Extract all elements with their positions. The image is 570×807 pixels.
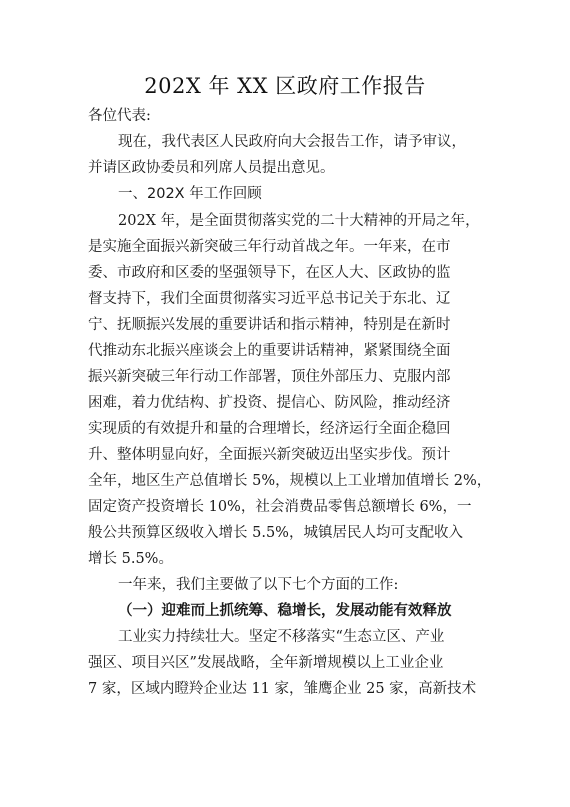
intro-line: 并请区政协委员和列席人员提出意见。 [88, 160, 335, 176]
paragraph-line: 困难，着力优结构、扩投资、提信心、防风险，推动经济 [88, 395, 451, 411]
paragraph-line: 全年，地区生产总值增长 5%，规模以上工业增加值增长 2%， [88, 473, 492, 489]
paragraph-line: 固定资产投资增长 10%，社会消费品零售总额增长 6%，一 [88, 499, 472, 515]
paragraph-line: 强区、项目兴区”发展战略，全年新增规模以上工业企业 [88, 655, 444, 671]
paragraph-line: 实现质的有效提升和量的合理增长，经济运行全面企稳回 [88, 421, 451, 437]
paragraph-line: 督支持下，我们全面贯彻落实习近平总书记关于东北、辽 [88, 291, 451, 307]
document-title: 202X 年 XX 区政府工作报告 [144, 74, 426, 98]
subsection-heading: （一）迎难而上抓统筹、稳增长，发展动能有效释放 [118, 602, 452, 619]
paragraph-line: 般公共预算区级收入增长 5.5%，城镇居民人均可支配收入 [88, 525, 463, 541]
paragraph-line: 增长 5.5%。 [88, 551, 173, 567]
section-heading: 一、202X 年工作回顾 [118, 186, 262, 202]
salutation: 各位代表: [88, 108, 151, 124]
paragraph-line: 7 家，区域内瞪羚企业达 11 家，雏鹰企业 25 家，高新技术 [88, 681, 477, 697]
paragraph-line: 是实施全面振兴新突破三年行动首战之年。一年来，在市 [88, 239, 451, 255]
paragraph-line: 宁、抚顺振兴发展的重要讲话和指示精神，特别是在新时 [88, 317, 451, 333]
paragraph-line: 202X 年，是全面贯彻落实党的二十大精神的开局之年， [118, 213, 480, 229]
paragraph-line: 委、市政府和区委的坚强领导下，在区人大、区政协的监 [88, 265, 451, 281]
paragraph-line: 工业实力持续壮大。坚定不移落实“生态立区、产业 [118, 629, 445, 645]
paragraph-line: 一年来，我们主要做了以下七个方面的工作: [118, 577, 399, 593]
paragraph-line: 升、整体明显向好，全面振兴新突破迈出坚实步伐。预计 [88, 447, 451, 463]
intro-line: 现在，我代表区人民政府向大会报告工作，请予审议， [118, 134, 466, 150]
paragraph-line: 振兴新突破三年行动工作部署，顶住外部压力、克服内部 [88, 369, 451, 385]
paragraph-line: 代推动东北振兴座谈会上的重要讲话精神，紧紧围绕全面 [88, 343, 451, 359]
